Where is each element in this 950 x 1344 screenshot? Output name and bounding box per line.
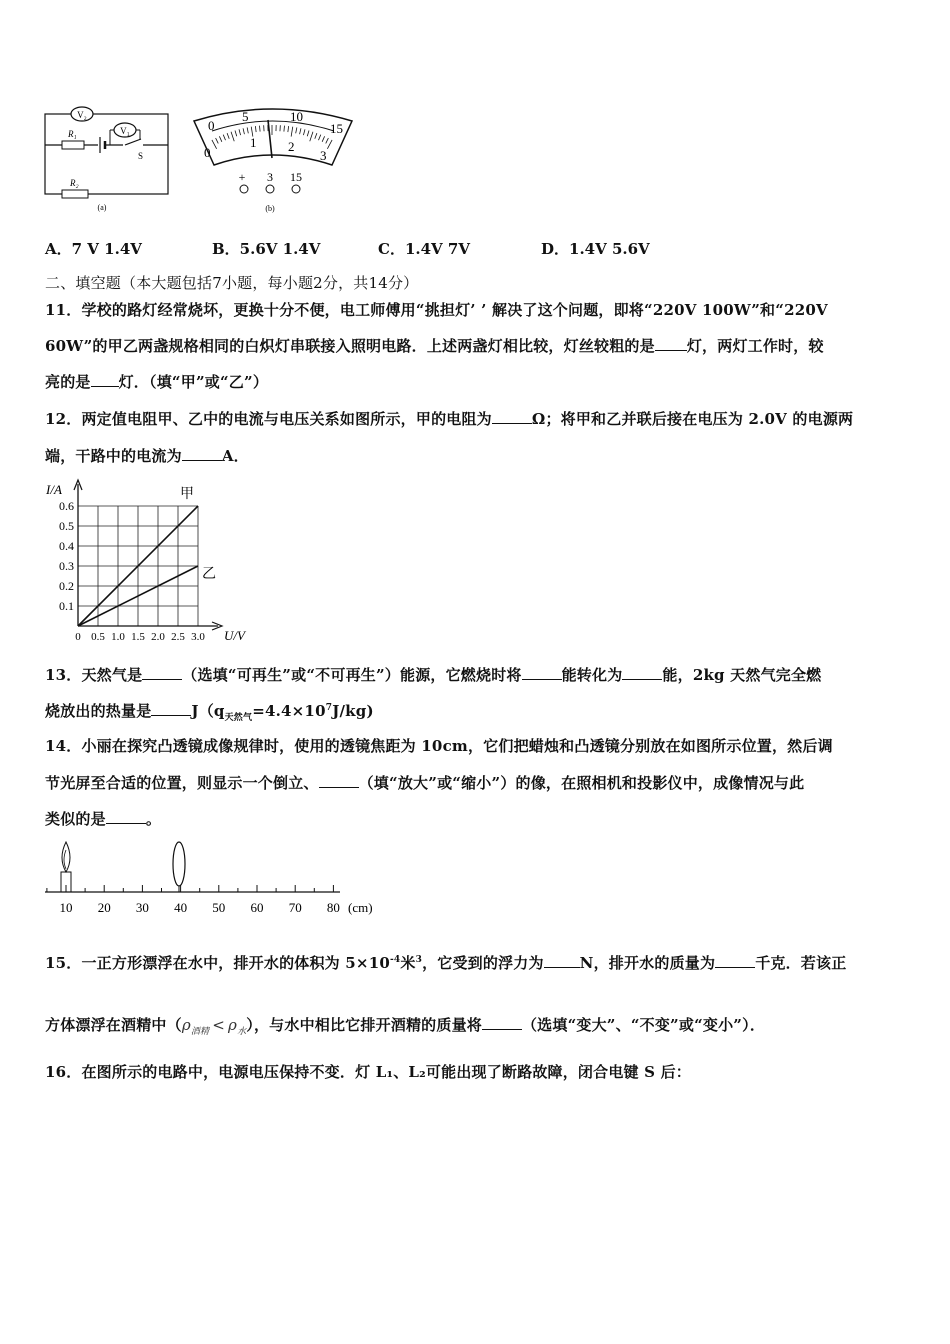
blank <box>151 701 191 716</box>
battery <box>98 136 106 154</box>
blank <box>142 665 182 680</box>
option-d: D．1.4V 5.6V <box>541 240 650 258</box>
q15-line2: 方体漂浮在酒精中$(\rho_{酒精} < \rho_水)$，与水中相比它排开酒精的质量将 （选填“变大”、“不变”或“变小”）． <box>45 1016 766 1037</box>
ruler-label: 60 <box>250 900 264 915</box>
section-heading: 二、填空题（本大题包括7小题，每小题2分，共14分） <box>45 274 419 292</box>
series-label: 乙 <box>202 567 216 582</box>
q14-line3: 类似的是 。 <box>45 810 162 828</box>
voltmeter-dial-figure-b <box>192 103 357 215</box>
y-tick-label: 0.6 <box>59 499 74 513</box>
optical-bench-ruler <box>40 838 390 918</box>
q15-line1: 15．一正方形漂浮在水中，排开水的体积为 $5\times 10^{-4}$米$^3$，它受到的浮力为 N，排开水的质量为 千克．若该正 <box>45 954 847 972</box>
y-tick-label: 0.4 <box>59 539 74 553</box>
ruler-label: 40 <box>174 900 188 915</box>
svg-text:S: S <box>138 151 144 161</box>
q13-line2: 烧放出的热量是 $J(q_{天然气}=4.4\times 10^7J/kg)$ <box>45 702 374 723</box>
svg-text:0: 0 <box>204 145 211 160</box>
blank <box>544 953 580 968</box>
q13-line1: 13．天然气是 （选填“可再生”或“不可再生”）能源，它燃烧时将 能转化为 能，2kg 天然气完全燃 <box>45 666 822 684</box>
q11-line2: 60W”的甲乙两盏规格相同的白炽灯串联接入照明电路．上述两盏灯相比较，灯丝较粗的是 灯，两灯工作时，较 <box>45 337 824 355</box>
x-tick-label: 0 <box>75 631 81 643</box>
svg-text:15: 15 <box>330 121 343 136</box>
ruler-label: 30 <box>135 900 149 915</box>
x-tick-label: 0.5 <box>91 631 105 643</box>
blank <box>715 953 755 968</box>
svg-text:3: 3 <box>267 170 273 184</box>
figure-b-caption: (b) <box>265 204 275 213</box>
svg-text:1: 1 <box>250 135 257 150</box>
q16-line: 16．在图所示的电路中，电源电压保持不变．灯 L₁、L₂可能出现了断路故障，闭合电键 S 后： <box>45 1063 692 1081</box>
option-c: C．1.4V 7V <box>378 240 470 258</box>
blank <box>482 1015 522 1030</box>
y-tick-label: 0.5 <box>59 519 74 533</box>
convex-lens-icon <box>173 842 185 892</box>
ruler-label: 50 <box>212 900 226 915</box>
series-label: 甲 <box>180 487 194 502</box>
resistor-r1 <box>62 129 84 149</box>
x-axis-label: U/V <box>224 628 245 643</box>
y-axis-label: I/A <box>46 482 62 497</box>
q14-line1: 14．小丽在探究凸透镜成像规律时，使用的透镜焦距为 10cm，它们把蜡烛和凸透镜分别放在如图所示位置，然后调 <box>45 737 833 755</box>
figure-a-caption: (a) <box>97 203 107 212</box>
x-tick-label: 1.0 <box>111 631 125 643</box>
q14-line2: 节光屏至合适的位置，则显示一个倒立、 （填“放大”或“缩小”）的像，在照相机和投影仪中，成像情况与此 <box>45 774 805 792</box>
blank <box>319 773 359 788</box>
blank <box>622 665 662 680</box>
svg-text:0: 0 <box>208 118 215 133</box>
svg-text:+: + <box>238 170 246 184</box>
svg-text:V₂: V₂ <box>77 110 87 120</box>
q12-line1: 12．两定值电阻甲、乙中的电流与电压关系如图所示，甲的电阻为 Ω；将甲和乙并联后接在电压为 2.0V 的电源两 <box>45 410 854 428</box>
blank <box>182 446 222 461</box>
blank <box>106 809 146 824</box>
rho-alcohol: $\rho_{酒精}$ <box>181 1016 210 1037</box>
x-tick-label: 1.5 <box>131 631 145 643</box>
x-tick-label: 2.0 <box>151 631 165 643</box>
blank <box>522 665 562 680</box>
ruler-label: 80 <box>326 900 340 915</box>
ruler-label: 10 <box>59 900 73 915</box>
svg-text:15: 15 <box>290 170 302 184</box>
y-tick-label: 0.3 <box>59 559 74 573</box>
svg-text:2: 2 <box>288 139 295 154</box>
svg-text:R₂: R₂ <box>70 178 79 188</box>
iu-chart <box>40 476 250 646</box>
switch-s <box>123 139 143 161</box>
x-tick-label: 2.5 <box>171 631 185 643</box>
svg-text:10: 10 <box>290 109 303 124</box>
resistor-r2 <box>62 178 88 198</box>
ruler-unit: (cm) <box>348 900 373 915</box>
y-tick-label: 0.1 <box>59 599 74 613</box>
q11-line3: 亮的是 灯．（填“甲”或“乙”） <box>45 373 269 391</box>
blank <box>492 409 532 424</box>
ruler-label: 70 <box>288 900 302 915</box>
rho-water: $\rho_水$ <box>228 1016 247 1037</box>
blank <box>655 336 687 351</box>
x-tick-label: 3.0 <box>191 631 205 643</box>
q12-line2: 端，干路中的电流为 A． <box>45 447 249 465</box>
svg-text:R₁: R₁ <box>68 129 77 139</box>
circuit-figure-a <box>40 100 175 215</box>
svg-text:5: 5 <box>242 109 249 124</box>
voltmeter-v2 <box>71 107 93 121</box>
svg-text:3: 3 <box>320 148 327 163</box>
ruler-label: 20 <box>97 900 111 915</box>
y-tick-label: 0.2 <box>59 579 74 593</box>
option-b: B．5.6V 1.4V <box>212 240 321 258</box>
svg-text:V₁: V₁ <box>120 126 130 136</box>
option-a: A．7 V 1.4V <box>45 240 142 258</box>
candle-icon <box>61 842 71 892</box>
blank <box>91 372 119 387</box>
q11-line1: 11．学校的路灯经常烧坏，更换十分不便，电工师傅用“挑担灯’ ’ 解决了这个问题，即将“220V 100W”和“220V <box>45 301 828 319</box>
